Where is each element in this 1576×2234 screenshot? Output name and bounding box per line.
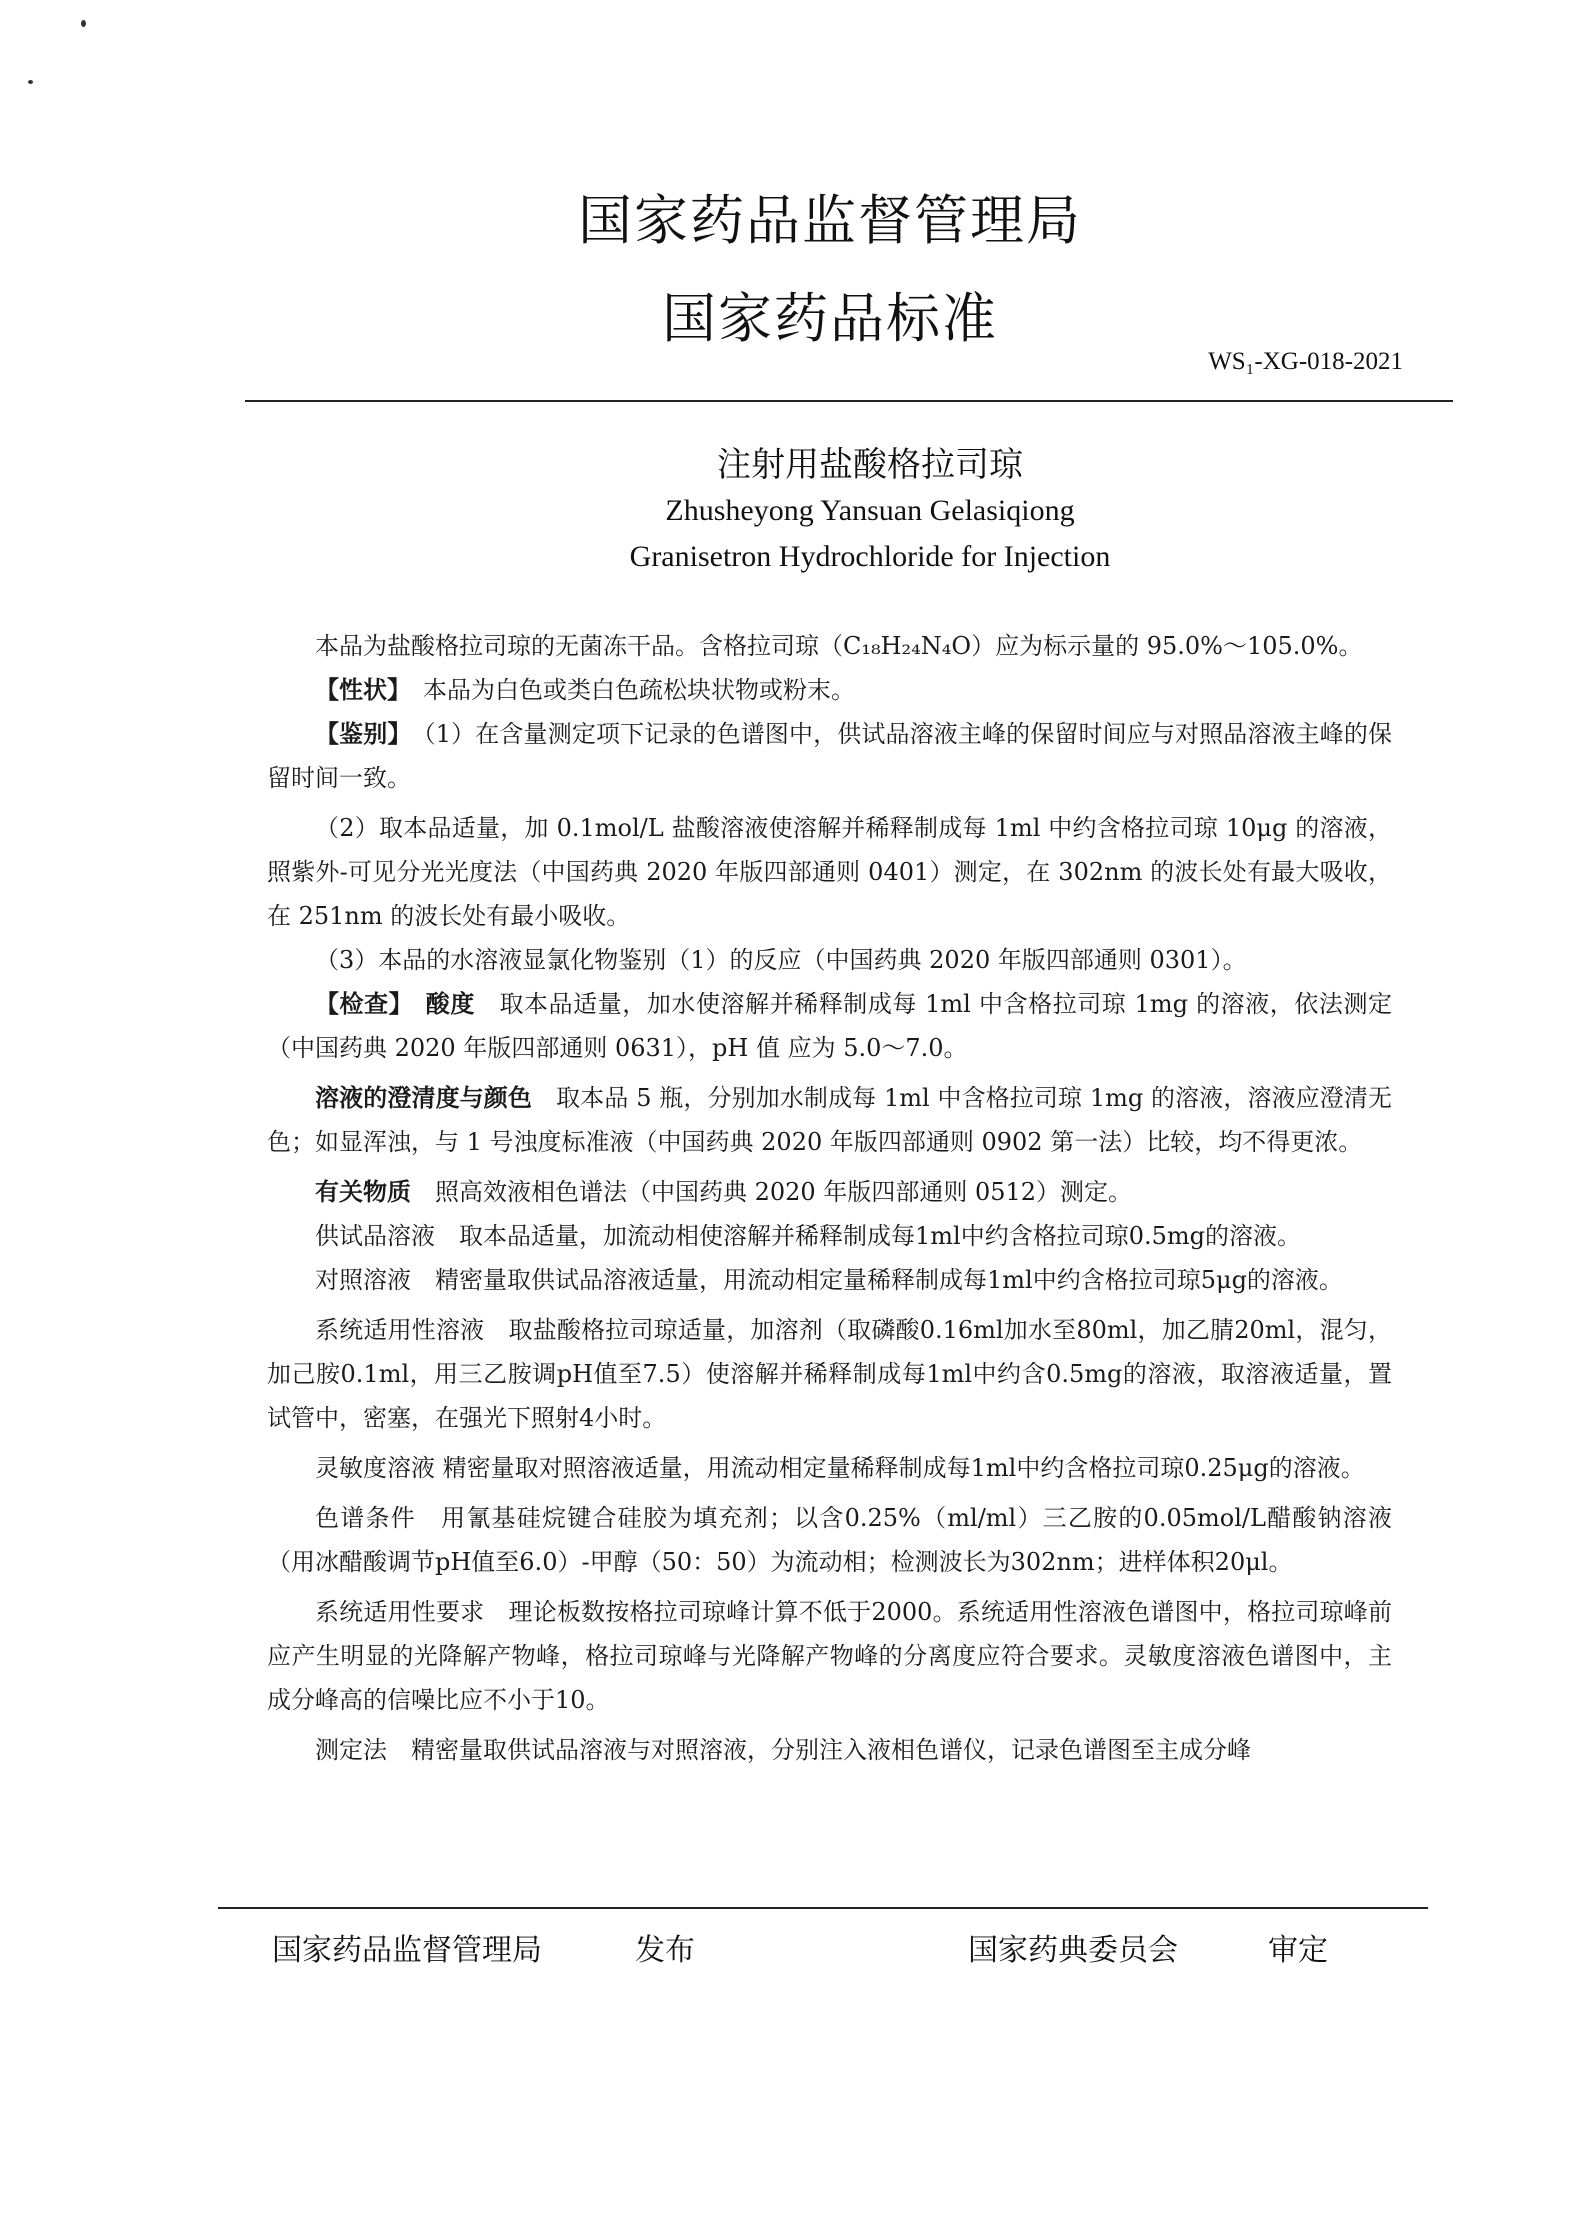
sensitivity-solution-paragraph: 灵敏度溶液 精密量取对照溶液适量，用流动相定量稀释制成每1ml中约含格拉司琼0.25μg的溶液。 [315, 1454, 1365, 1482]
header-divider [245, 400, 1453, 402]
subsection-label-clarity: 溶液的澄清度与颜色 [315, 1084, 533, 1112]
footer-divider [218, 1907, 1428, 1909]
identification-paragraph-2: （2）取本品适量，加 0.1mol/L 盐酸溶液使溶解并稀释制成每 1ml 中约含格拉司琼 10μg 的溶液，照紫外-可见分光光度法（中国药典 2020 年版四部通则 0401）测定，在 302nm 的波长处有最大吸收，在 251nm 的波长处有最小吸收。 [267, 814, 1392, 930]
system-suitability-solution-paragraph: 系统适用性溶液 取盐酸格拉司琼适量，加溶剂（取磷酸0.16ml加水至80ml，加乙腈20ml，混匀，加己胺0.1ml，用三乙胺调pH值至7.5）使溶解并稀释制成每1ml中约含0.5mg的溶液，取溶液适量，置试管中，密塞，在强光下照射4小时。 [267, 1316, 1392, 1432]
procedure-paragraph: 测定法 精密量取供试品溶液与对照溶液，分别注入液相色谱仪，记录色谱图至主成分峰 [315, 1736, 1251, 1764]
scan-speck [28, 80, 33, 84]
test-solution-paragraph: 供试品溶液 取本品适量，加流动相使溶解并稀释制成每1ml中约含格拉司琼0.5mg的溶液。 [315, 1222, 1301, 1250]
description-text: 本品为白色或类白色疏松块状物或粉末。 [423, 676, 855, 704]
intro-paragraph: 本品为盐酸格拉司琼的无菌冻干品。含格拉司琼（C₁₈H₂₄N₄O）应为标示量的 95.0%～105.0%。 [315, 632, 1363, 660]
related-substances-text: 照高效液相色谱法（中国药典 2020 年版四部通则 0512）测定。 [435, 1178, 1133, 1206]
reference-solution-paragraph: 对照溶液 精密量取供试品溶液适量，用流动相定量稀释制成每1ml中约含格拉司琼5μg的溶液。 [315, 1266, 1343, 1294]
footer-reviewer: 国家药典委员会 [968, 1933, 1178, 1968]
drug-name-pinyin: Zhusheyong Yansuan Gelasiqiong [665, 494, 1075, 527]
system-suitability-requirements-paragraph: 系统适用性要求 理论板数按格拉司琼峰计算不低于2000。系统适用性溶液色谱图中，格拉司琼峰前应产生明显的光降解产物峰，格拉司琼峰与光降解产物峰的分离度应符合要求。灵敏度溶液色谱图中，主成分峰高的信噪比应不小于10。 [267, 1598, 1392, 1714]
drug-name-chinese: 注射用盐酸格拉司琼 [717, 445, 1023, 485]
acidity-text: 取本品适量，加水使溶解并稀释制成每 1ml 中含格拉司琼 1mg 的溶液，依法测定（中国药典 2020 年版四部通则 0631），pH 值 应为 5.0～7.0。 [267, 990, 1393, 1062]
scan-speck [81, 20, 86, 27]
chromatographic-conditions-paragraph: 色谱条件 用氰基硅烷键合硅胶为填充剂；以含0.25%（ml/ml）三乙胺的0.05mol/L醋酸钠溶液（用冰醋酸调节pH值至6.0）-甲醇（50：50）为流动相；检测波长为302nm；进样体积20μl。 [267, 1504, 1392, 1576]
drug-name-english: Granisetron Hydrochloride for Injection [629, 540, 1111, 573]
identification-text-1: （1）在含量测定项下记录的色谱图中，供试品溶液主峰的保留时间应与对照品溶液主峰的保留时间一致。 [267, 720, 1393, 792]
footer-publisher: 国家药品监督管理局 [272, 1933, 542, 1968]
subsection-label-acidity: 酸度 [425, 990, 475, 1018]
clarity-text: 取本品 5 瓶，分别加水制成每 1ml 中含格拉司琼 1mg 的溶液，溶液应澄清无色；如显浑浊，与 1 号浊度标准液（中国药典 2020 年版四部通则 0902 第一法）比较，均不得更浓。 [267, 1084, 1393, 1156]
description-paragraph [267, 668, 1392, 712]
footer-publish-label: 发布 [635, 1933, 695, 1968]
section-label-description: 【性状】 [315, 676, 399, 704]
standard-title: 国家药品标准 [662, 287, 998, 350]
document-number: WS₁-XG-018-2021 [1208, 348, 1403, 375]
footer-review-label: 审定 [1268, 1933, 1328, 1968]
identification-paragraph-1 [267, 712, 1392, 800]
tests-acidity-paragraph [267, 982, 1392, 1070]
monograph-body [267, 624, 1392, 1772]
section-label-identification: 【鉴别】 [315, 720, 400, 748]
identification-paragraph-3: （3）本品的水溶液显氯化物鉴别（1）的反应（中国药典 2020 年版四部通则 0301）。 [315, 946, 1247, 974]
section-label-tests: 【检查】 [315, 990, 402, 1018]
clarity-color-paragraph [267, 1076, 1392, 1164]
agency-title: 国家药品监督管理局 [578, 189, 1082, 252]
subsection-label-related-substances: 有关物质 [315, 1178, 411, 1206]
related-substances-paragraph [267, 1170, 1392, 1214]
